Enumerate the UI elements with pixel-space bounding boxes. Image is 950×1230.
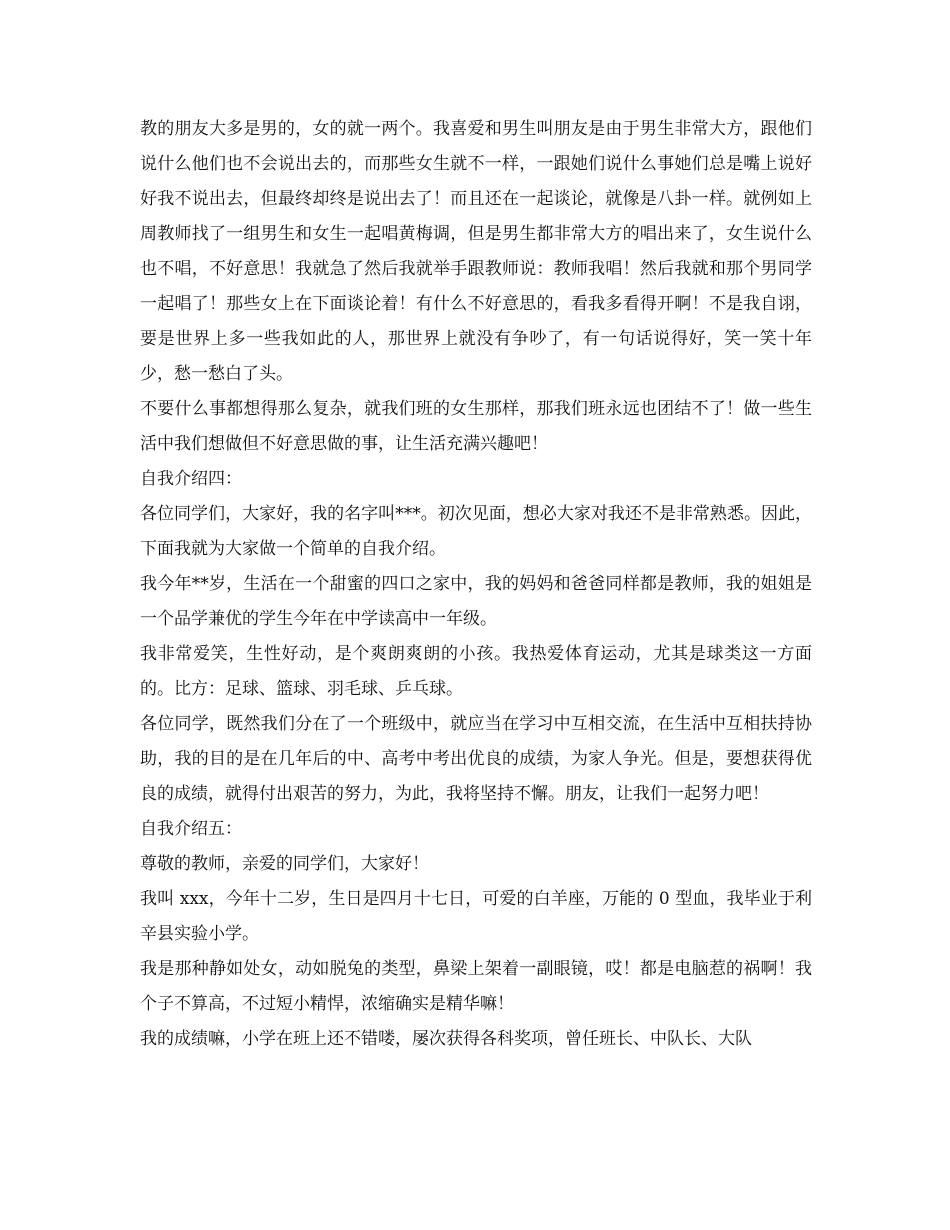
paragraph-5: 我非常爱笑，生性好动，是个爽朗爽朗的小孩。我热爱体育运动，尤其是球类这一方面的。比方：足球、篮球、羽毛球、乒乓球。 [140,644,812,699]
paragraph-4: 我今年**岁，生活在一个甜蜜的四口之家中，我的妈妈和爸爸同样都是教师，我的姐姐是一个品学兼优的学生今年在中学读高中一年级。 [140,574,812,629]
paragraph-7: 尊敬的教师，亲爱的同学们，大家好！ [140,854,429,874]
section-heading-4: 自我介绍四： [140,469,242,489]
section-heading-5: 自我介绍五： [140,819,242,839]
paragraph-8: 我叫 xxx，今年十二岁，生日是四月十七日，可爱的白羊座，万能的 0 型血，我毕业于利辛县实验小学。 [140,889,812,944]
paragraph-2: 不要什么事都想得那么复杂，就我们班的女生那样，那我们班永远也团结不了！做一些生活中我们想做但不好意思做的事，让生活充满兴趣吧！ [140,399,812,454]
paragraph-6: 各位同学，既然我们分在了一个班级中，就应当在学习中互相交流，在生活中互相扶持协助，我的目的是在几年后的中、高考中考出优良的成绩，为家人争光。但是，要想获得优良的成绩，就得付出艰苦的努力，为此，我将坚持不懈。朋友，让我们一起努力吧！ [140,714,812,804]
paragraph-3: 各位同学们，大家好，我的名字叫***。初次见面，想必大家对我还不是非常熟悉。因此，下面我就为大家做一个简单的自我介绍。 [140,504,812,559]
paragraph-9: 我是那种静如处女，动如脱兔的类型，鼻梁上架着一副眼镜，哎！都是电脑惹的祸啊！我个子不算高，不过短小精悍，浓缩确实是精华嘛！ [140,959,812,1014]
paragraph-1: 教的朋友大多是男的，女的就一两个。我喜爱和男生叫朋友是由于男生非常大方，跟他们说什么他们也不会说出去的，而那些女生就不一样，一跟她们说什么事她们总是嘴上说好好我不说出去，但最终却终是说出去了！而且还在一起谈论，就像是八卦一样。就例如上周教师找了一组男生和女生一起唱黄梅调，但是男生都非常大方的唱出来了，女生说什么也不唱，不好意思！我就急了然后我就举手跟教师说：教师我唱！然后我就和那个男同学一起唱了！那些女上在下面谈论着！有什么不好意思的，看我多看得开啊！不是我自诩，要是世界上多一些我如此的人，那世界上就没有争吵了，有一句话说得好，笑一笑十年少，愁一愁白了头。 [140,119,812,384]
document-body [140,112,812,1057]
paragraph-10: 我的成绩嘛，小学在班上还不错喽，屡次获得各科奖项，曾任班长、中队长、大队 [140,1029,752,1049]
